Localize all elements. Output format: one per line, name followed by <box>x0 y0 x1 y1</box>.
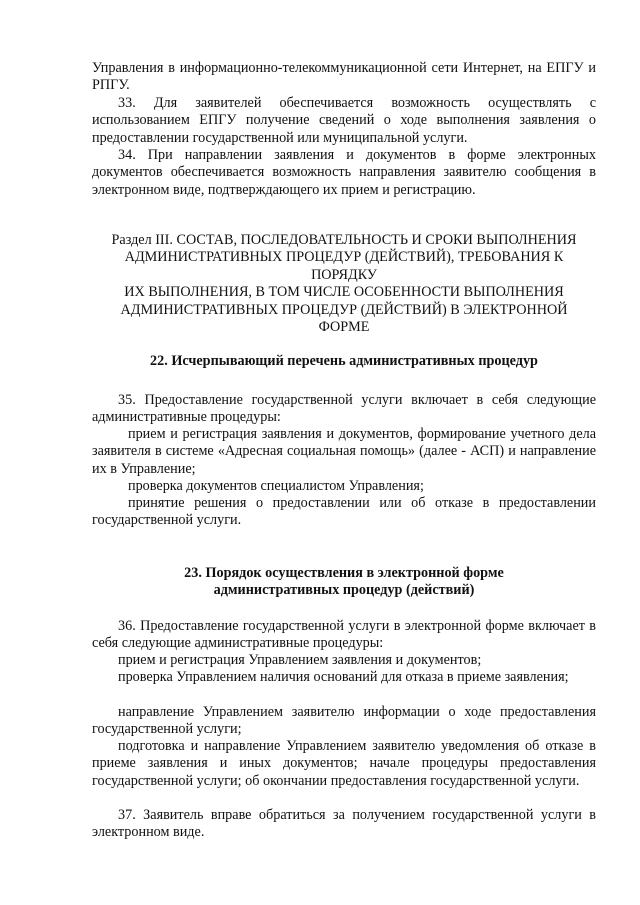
paragraph-36: 36. Предоставление государственной услуги в электронной форме включает в себя следующие административные процедуры: <box>92 618 596 652</box>
heading-22: 22. Исчерпывающий перечень административных процедур <box>150 353 538 369</box>
list-item: подготовка и направление Управлением заявителю уведомления об отказе в приеме заявления и иных документов; начале процедуры предоставления государственной услуги; об окончании предоставления государственной услуги. <box>92 738 596 789</box>
paragraph-37: 37. Заявитель вправе обратиться за получением государственной услуги в электронном виде. <box>92 807 596 841</box>
section-3-heading-line: ПОРЯДКУ <box>311 266 377 283</box>
paragraph-35: 35. Предоставление государственной услуги включает в себя следующие административные процедуры: <box>92 392 596 426</box>
list-item: прием и регистрация заявления и документов, формирование учетного дела заявителя в системе «Адресная социальная помощь» (далее - АСП) и направление их в Управление; <box>92 426 596 477</box>
heading-23-line: 23. Порядок осуществления в электронной форме <box>184 565 504 581</box>
list-item: принятие решения о предоставлении или об отказе в предоставлении государственной услуги. <box>92 495 596 529</box>
section-3-heading-line: ФОРМЕ <box>318 319 370 336</box>
section-3-heading-line: Раздел III. СОСТАВ, ПОСЛЕДОВАТЕЛЬНОСТЬ И СРОКИ ВЫПОЛНЕНИЯ <box>111 232 577 248</box>
paragraph-33: 33. Для заявителей обеспечивается возможность осуществлять с использованием ЕПГУ получение сведений о ходе выполнения заявления о предоставлении государственной или муниципальной услуги. <box>92 95 596 146</box>
list-item: проверка документов специалистом Управления; <box>128 478 424 494</box>
paragraph-34: 34. При направлении заявления и документов в форме электронных документов обеспечивается возможность направления заявителю сообщения в электронном виде, подтверждающего их прием и регистрацию. <box>92 147 596 198</box>
section-3-heading-line: АДМИНИСТРАТИВНЫХ ПРОЦЕДУР (ДЕЙСТВИЙ) В ЭЛЕКТРОННОЙ <box>120 301 568 318</box>
section-3-heading-line: ИХ ВЫПОЛНЕНИЯ, В ТОМ ЧИСЛЕ ОСОБЕННОСТИ ВЫПОЛНЕНИЯ <box>124 284 564 301</box>
heading-23 <box>92 565 596 600</box>
heading-23-line: административных процедур (действий) <box>213 582 475 599</box>
paragraph-continuation: Управления в информационно-телекоммуникационной сети Интернет, на ЕПГУ и РПГУ. <box>92 60 596 94</box>
list-item: проверка Управлением наличия оснований для отказа в приеме заявления; <box>118 669 569 685</box>
list-item: направление Управлением заявителю информации о ходе предоставления государственной услуги; <box>92 704 596 738</box>
list-item: прием и регистрация Управлением заявления и документов; <box>118 652 482 668</box>
section-3-heading-line: АДМИНИСТРАТИВНЫХ ПРОЦЕДУР (ДЕЙСТВИЙ), ТРЕБОВАНИЯ К <box>124 249 564 266</box>
section-3-heading <box>92 232 596 336</box>
